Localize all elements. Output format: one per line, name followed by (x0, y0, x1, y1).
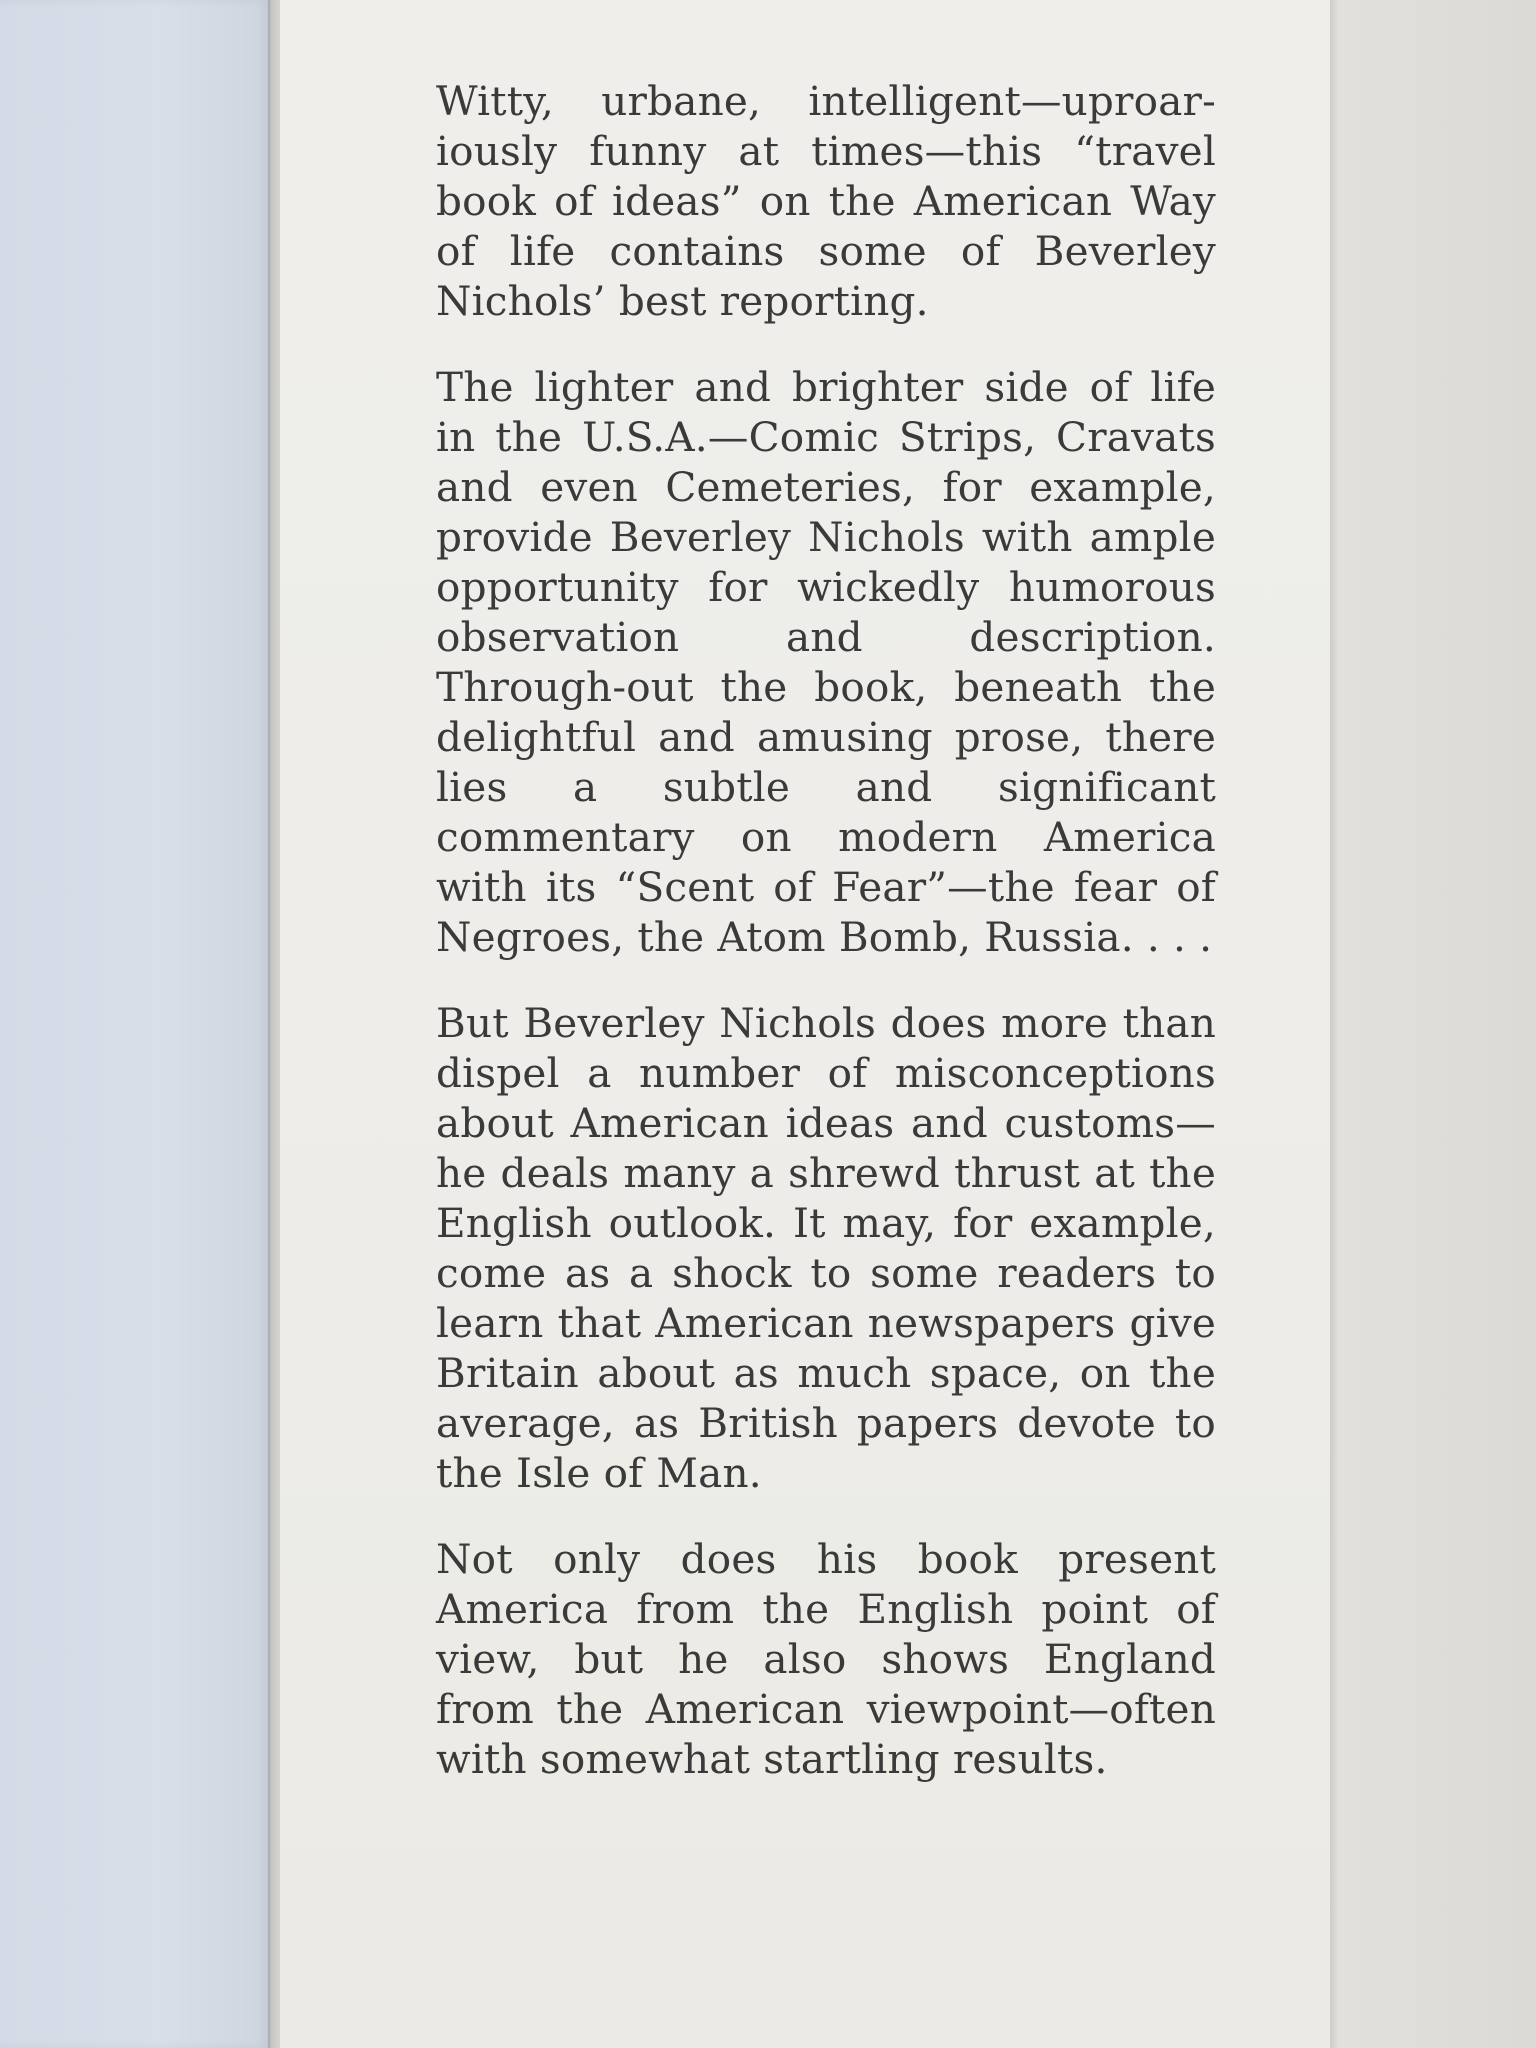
flap-blurb (436, 76, 1216, 1820)
flap-edge (1330, 0, 1338, 2048)
book-board (0, 0, 270, 2048)
blurb-paragraph-3: But Beverley Nichols does more than dispel a number of misconceptions about American ideas and customs—he deals many a shrewd thrust at the English outlook. It may, for example, come as a shock to some readers to learn that American newspapers give Britain about as much space, on the average, as British papers devote to the Isle of Man. (436, 999, 1216, 1497)
blurb-paragraph-2: The lighter and brighter side of life in the U.S.A.—Comic Strips, Cravats and even Cemeteries, for example, provide Beverley Nichols with ample opportunity for wickedly humorous observation and description. Through-out the book, beneath the delightful and amusing prose, there lies a subtle and significant commentary on modern America with its “Scent of Fear”—the fear of Negroes, the Atom Bomb, Russia. . . . (436, 363, 1216, 961)
blurb-paragraph-1: Witty, urbane, intelligent—uproar-iously funny at times—this “travel book of ideas” on the American Way of life contains some of Beverley Nichols’ best reporting. (436, 77, 1216, 325)
blurb-paragraph-4: Not only does his book present America from the English point of view, but he also shows England from the American viewpoint—often with somewhat startling results. (436, 1535, 1216, 1783)
